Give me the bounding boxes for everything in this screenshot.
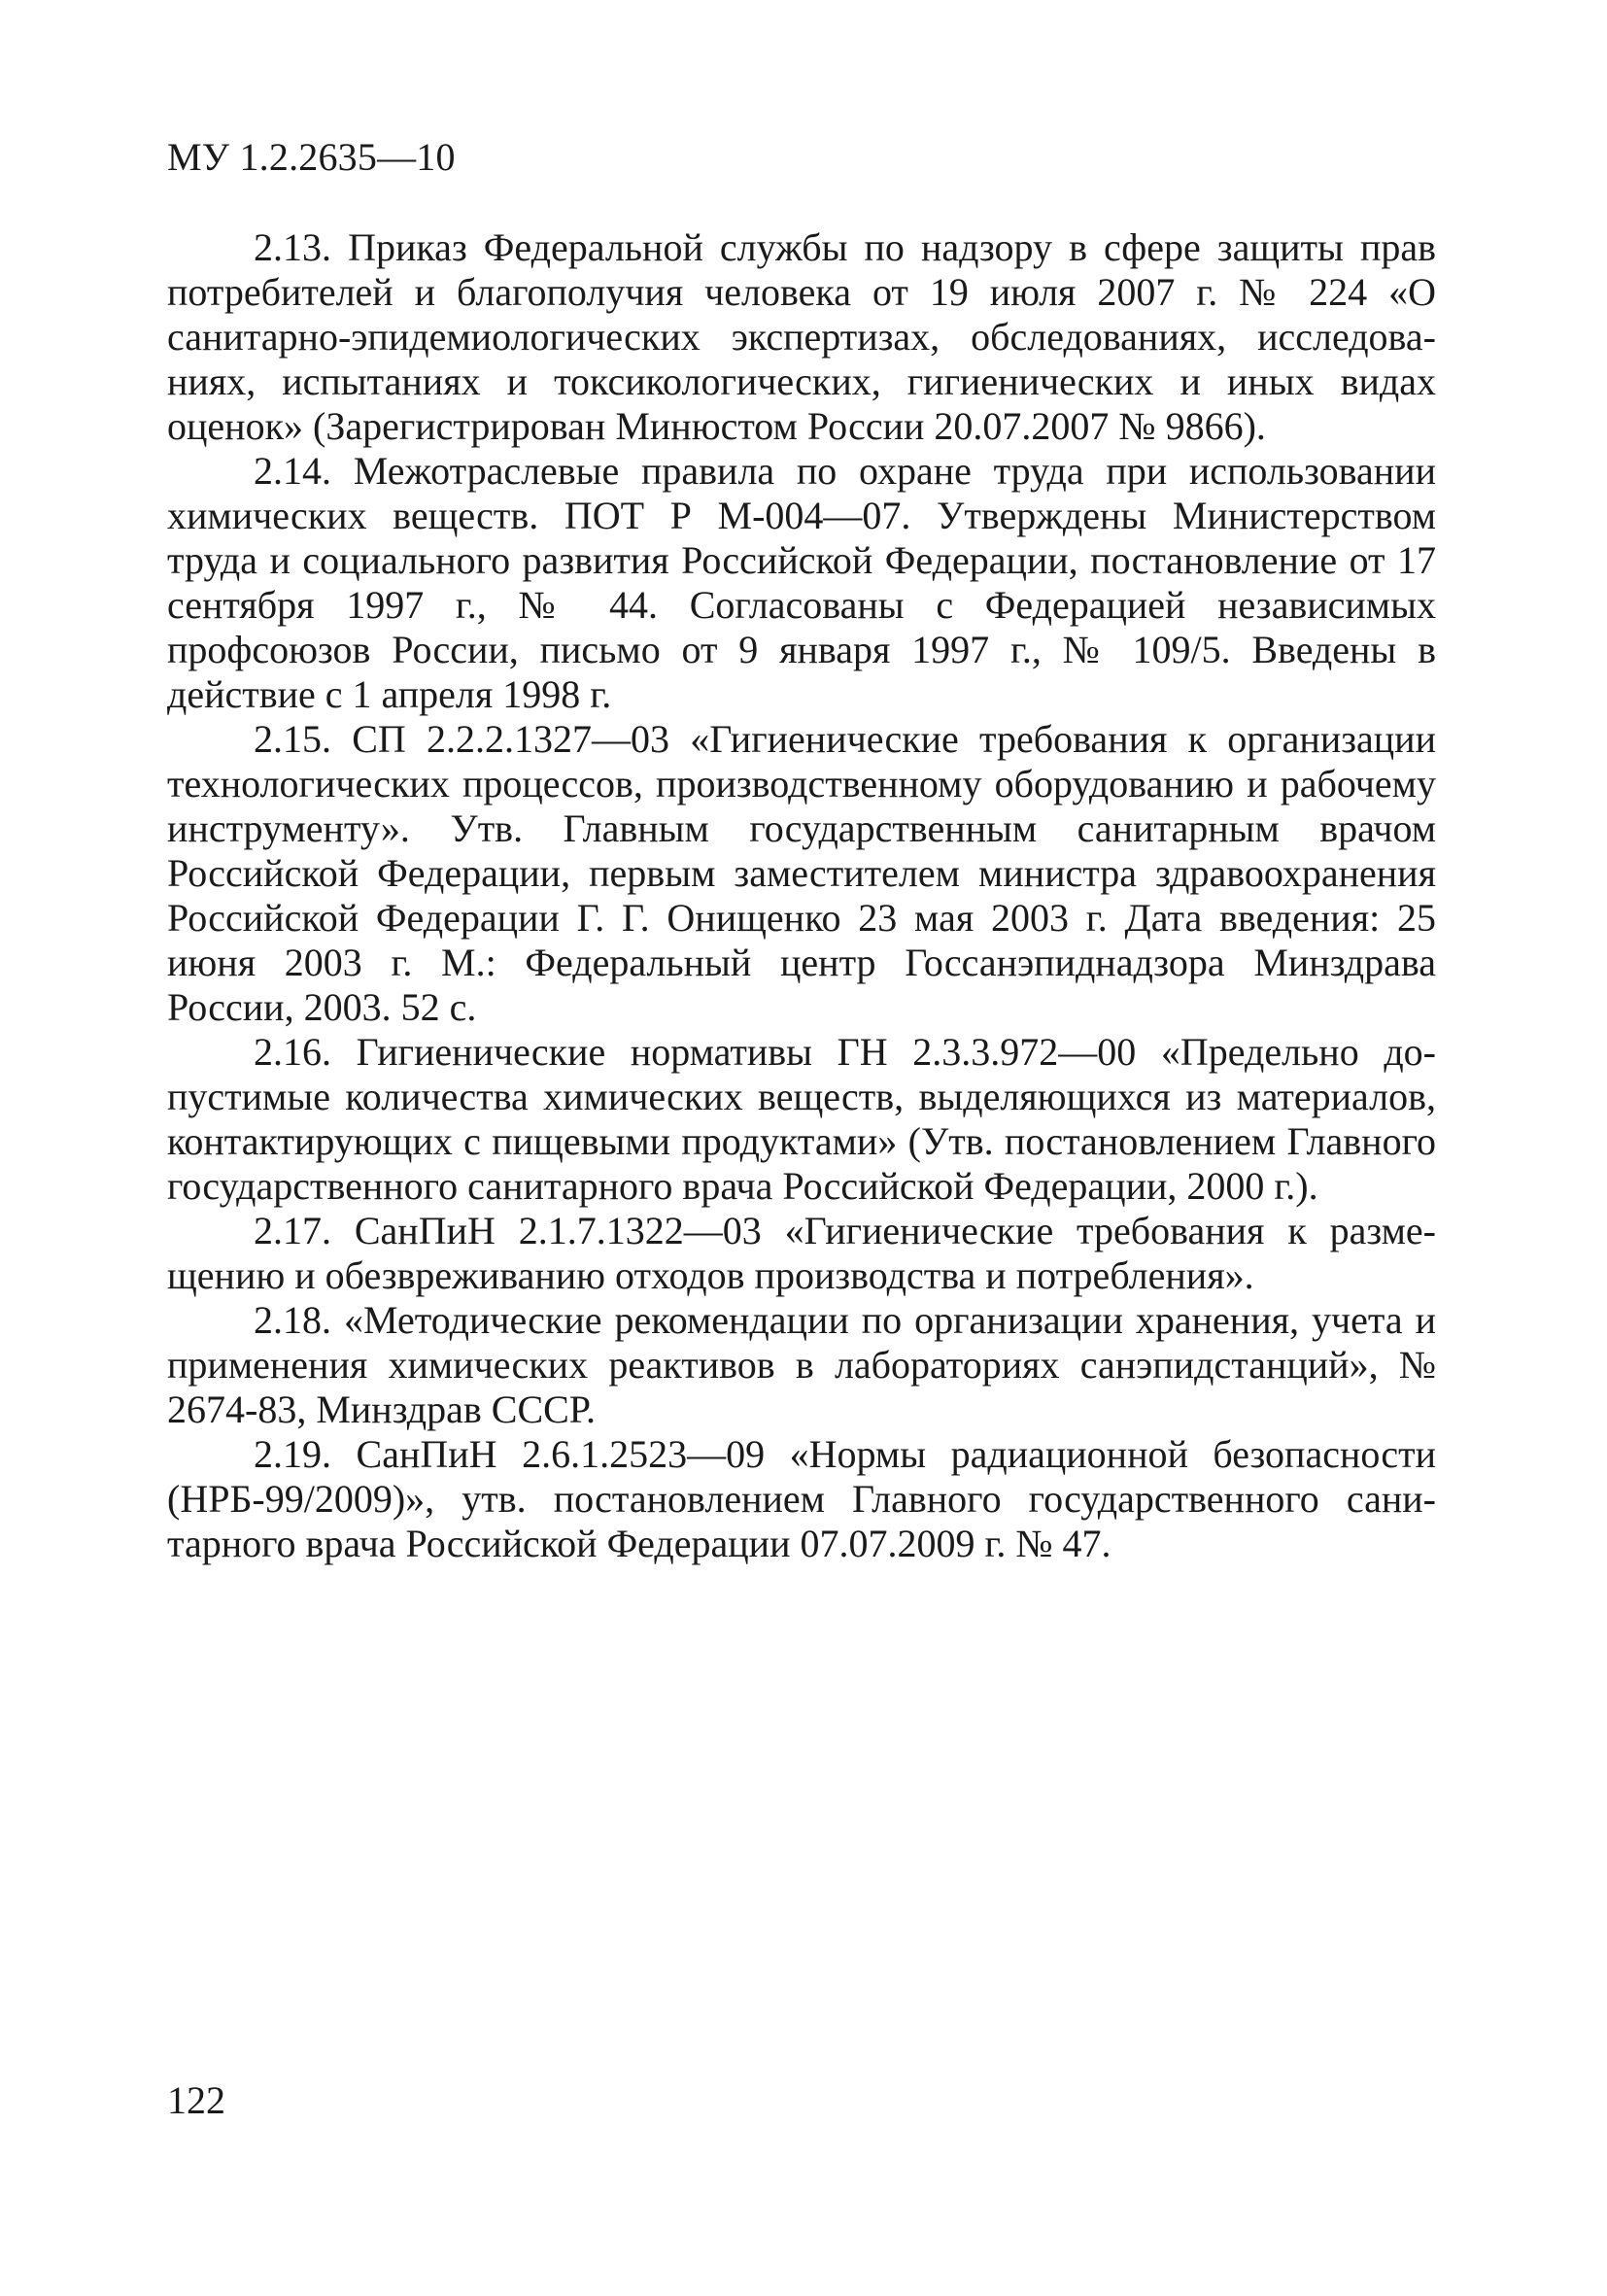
paragraph-2-17: 2.17. СанПиН 2.1.7.1322—03 «Гигиенические требования к размещению и обезвреживанию отходов производства и потребления».: [167, 1209, 1436, 1297]
paragraph-2-16: 2.16. Гигиенические нормативы ГН 2.3.3.972—00 «Предельно допустимые количества химических веществ, выделяющихся из материалов, контактирующих с пищевыми продуктами» (Утв. постановлением Главного государственного санитарного врача Российской Федерации, 2000 г.).: [167, 1030, 1436, 1208]
paragraph-2-18: 2.18. «Методические рекомендации по организации хранения, учета и применения химических реактивов в лабораториях санэпидстанций», № 2674-83, Минздрав СССР.: [167, 1298, 1436, 1431]
paragraph-2-13: 2.13. Приказ Федеральной службы по надзору в сфере защиты прав потребителей и благополучия человека от 19 июля 2007 г. № 224 «О санитарно-эпидемиологических экспертизах, обследованиях, исследованиях, испытаниях и токсикологических, гигиенических и иных видах оценок» (Зарегистрирован Минюстом России 20.07.2007 № 9866).: [167, 225, 1436, 448]
paragraph-2-19: 2.19. СанПиН 2.6.1.2523—09 «Нормы радиационной безопасности (НРБ-99/2009)», утв. постановлением Главного государственного санитарного врача Российской Федерации 07.07.2009 г. № 47.: [167, 1432, 1436, 1565]
body-text: [167, 225, 1436, 1566]
paragraph-2-15: 2.15. СП 2.2.2.1327—03 «Гигиенические требования к организации технологических процессов, производственному оборудованию и рабочему инструменту». Утв. Главным государственным санитарным врачом Российской Федерации, первым заместителем министра здравоохранения Российской Федерации Г. Г. Онищенко 23 мая 2003 г. Дата введения: 25 июня 2003 г. М.: Федеральный центр Госсанэпиднадзора Минздрава России, 2003. 52 с.: [167, 717, 1436, 1029]
running-header: МУ 1.2.2635—10: [167, 135, 456, 179]
page-number: 122: [167, 2078, 225, 2122]
paragraph-2-14: 2.14. Межотраслевые правила по охране труда при использовании химических веществ. ПОТ Р М-004—07. Утверждены Министерством труда и социального развития Российской Федерации, постановление от 17 сентября 1997 г., № 44. Согласованы с Федерацией независимых профсоюзов России, письмо от 9 января 1997 г., № 109/5. Введены в действие с 1 апреля 1998 г.: [167, 449, 1436, 716]
